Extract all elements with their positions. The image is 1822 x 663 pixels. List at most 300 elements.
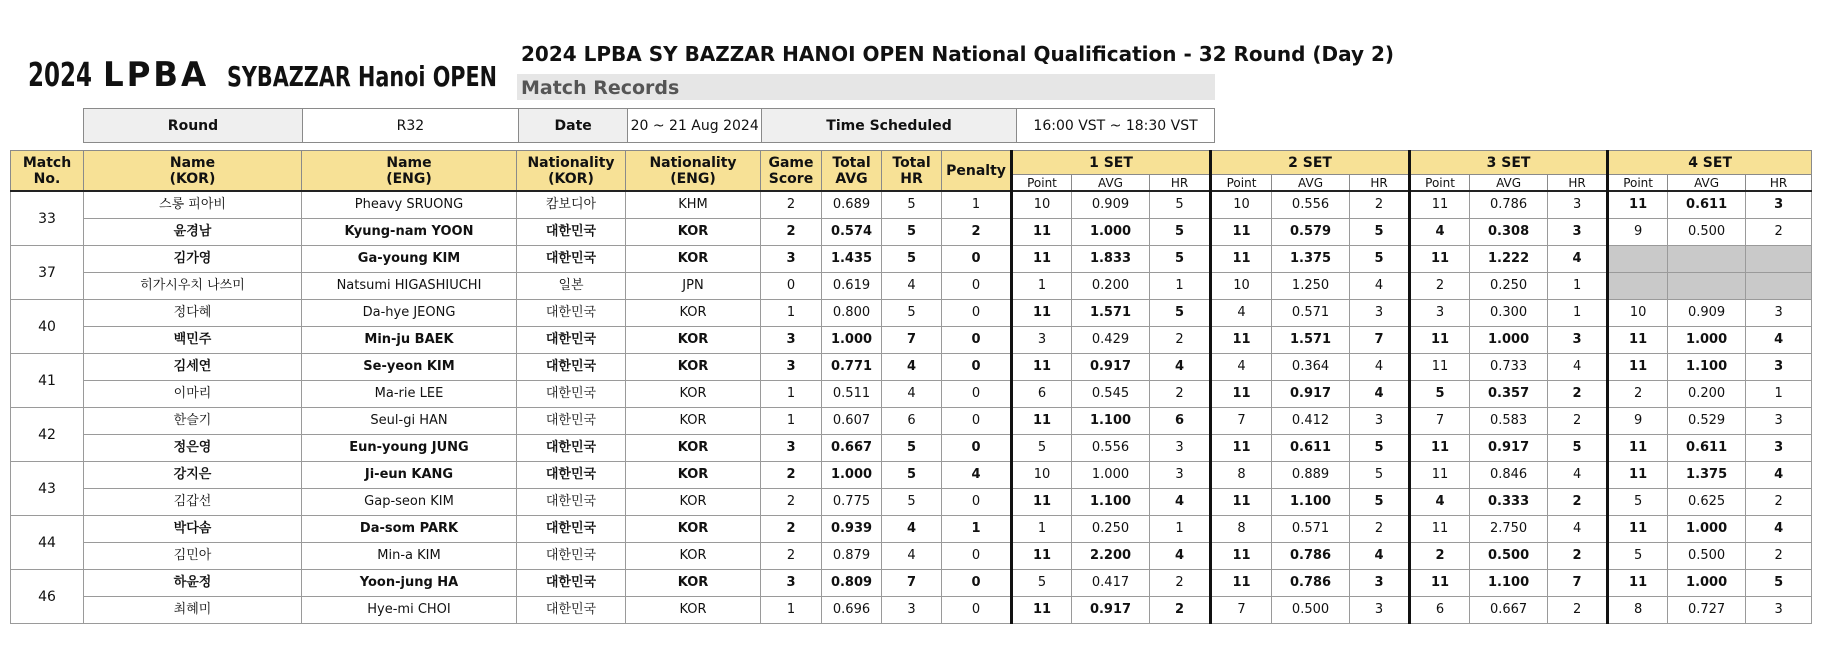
player-name-kor: 윤경남 bbox=[84, 219, 302, 246]
set-1-point: 11 bbox=[1012, 408, 1072, 435]
set-2-avg: 0.579 bbox=[1272, 219, 1350, 246]
set-3-point: 4 bbox=[1410, 219, 1470, 246]
set-2-avg: 1.375 bbox=[1272, 246, 1350, 273]
set-1-avg: 0.200 bbox=[1072, 273, 1150, 300]
header-set-4-point: Point bbox=[1608, 175, 1668, 192]
set-2-avg: 0.917 bbox=[1272, 381, 1350, 408]
set-4-hr: 2 bbox=[1746, 543, 1812, 570]
set-2-point: 7 bbox=[1211, 597, 1272, 624]
header-set-1: 1 SET bbox=[1012, 151, 1211, 175]
nationality-eng: KOR bbox=[626, 462, 761, 489]
total-hr: 5 bbox=[882, 435, 942, 462]
table-row bbox=[11, 219, 1812, 246]
player-name-eng: Seul-gi HAN bbox=[302, 408, 517, 435]
set-3-hr: 5 bbox=[1548, 435, 1608, 462]
set-4-hr: 2 bbox=[1746, 489, 1812, 516]
set-4-avg: 1.100 bbox=[1668, 354, 1746, 381]
set-4-hr bbox=[1746, 246, 1812, 273]
total-hr: 4 bbox=[882, 354, 942, 381]
nationality-kor: 대한민국 bbox=[517, 597, 626, 624]
nationality-kor: 대한민국 bbox=[517, 570, 626, 597]
set-2-hr: 7 bbox=[1350, 327, 1410, 354]
round-info-table bbox=[83, 108, 1215, 143]
total-hr: 5 bbox=[882, 300, 942, 327]
nationality-eng: KOR bbox=[626, 327, 761, 354]
table-row bbox=[11, 191, 1812, 219]
match-records-table bbox=[10, 150, 1812, 624]
table-row bbox=[11, 489, 1812, 516]
game-score: 2 bbox=[761, 462, 822, 489]
set-1-hr: 1 bbox=[1150, 516, 1211, 543]
set-2-hr: 2 bbox=[1350, 191, 1410, 219]
total-avg: 0.607 bbox=[822, 408, 882, 435]
penalty: 0 bbox=[942, 273, 1012, 300]
nationality-kor: 일본 bbox=[517, 273, 626, 300]
set-2-avg: 0.556 bbox=[1272, 191, 1350, 219]
set-3-avg: 0.250 bbox=[1470, 273, 1548, 300]
set-2-hr: 4 bbox=[1350, 543, 1410, 570]
set-3-point: 7 bbox=[1410, 408, 1470, 435]
set-3-avg: 2.750 bbox=[1470, 516, 1548, 543]
set-2-avg: 0.889 bbox=[1272, 462, 1350, 489]
set-2-point: 11 bbox=[1211, 570, 1272, 597]
nationality-kor: 대한민국 bbox=[517, 219, 626, 246]
set-3-hr: 3 bbox=[1548, 191, 1608, 219]
set-4-avg: 0.529 bbox=[1668, 408, 1746, 435]
header-nationality-kor: Nationality (KOR) bbox=[517, 151, 626, 192]
player-name-kor: 스롱 피아비 bbox=[84, 191, 302, 219]
set-2-hr: 4 bbox=[1350, 273, 1410, 300]
nationality-kor: 대한민국 bbox=[517, 246, 626, 273]
set-3-hr: 2 bbox=[1548, 543, 1608, 570]
total-hr: 5 bbox=[882, 219, 942, 246]
player-name-kor: 김갑선 bbox=[84, 489, 302, 516]
set-4-avg: 0.611 bbox=[1668, 191, 1746, 219]
player-name-eng: Yoon-jung HA bbox=[302, 570, 517, 597]
player-name-eng: Pheavy SRUONG bbox=[302, 191, 517, 219]
set-2-point: 4 bbox=[1211, 354, 1272, 381]
game-score: 2 bbox=[761, 191, 822, 219]
header-penalty: Penalty bbox=[942, 151, 1012, 192]
set-4-hr: 4 bbox=[1746, 327, 1812, 354]
set-3-point: 11 bbox=[1410, 435, 1470, 462]
table-row bbox=[11, 516, 1812, 543]
set-2-hr: 3 bbox=[1350, 300, 1410, 327]
set-3-hr: 1 bbox=[1548, 300, 1608, 327]
set-1-hr: 3 bbox=[1150, 462, 1211, 489]
set-1-avg: 1.100 bbox=[1072, 408, 1150, 435]
set-3-point: 11 bbox=[1410, 327, 1470, 354]
set-2-hr: 4 bbox=[1350, 381, 1410, 408]
set-3-avg: 0.786 bbox=[1470, 191, 1548, 219]
set-3-hr: 3 bbox=[1548, 219, 1608, 246]
set-3-point: 11 bbox=[1410, 354, 1470, 381]
header-set-2: 2 SET bbox=[1211, 151, 1410, 175]
set-4-point bbox=[1608, 273, 1668, 300]
set-4-point: 10 bbox=[1608, 300, 1668, 327]
set-1-hr: 5 bbox=[1150, 219, 1211, 246]
set-1-hr: 2 bbox=[1150, 570, 1211, 597]
player-name-kor: 이마리 bbox=[84, 381, 302, 408]
penalty: 0 bbox=[942, 381, 1012, 408]
total-hr: 3 bbox=[882, 597, 942, 624]
set-4-hr: 4 bbox=[1746, 516, 1812, 543]
nationality-kor: 대한민국 bbox=[517, 354, 626, 381]
set-2-hr: 4 bbox=[1350, 354, 1410, 381]
total-hr: 7 bbox=[882, 570, 942, 597]
nationality-eng: KOR bbox=[626, 300, 761, 327]
set-1-avg: 0.417 bbox=[1072, 570, 1150, 597]
set-4-point: 8 bbox=[1608, 597, 1668, 624]
header-set-1-avg: AVG bbox=[1072, 175, 1150, 192]
match-number: 33 bbox=[11, 191, 84, 246]
set-1-point: 1 bbox=[1012, 273, 1072, 300]
header-name-eng: Name (ENG) bbox=[302, 151, 517, 192]
set-4-avg: 0.625 bbox=[1668, 489, 1746, 516]
set-3-hr: 1 bbox=[1548, 273, 1608, 300]
nationality-eng: KHM bbox=[626, 191, 761, 219]
page-title: 2024 LPBA SY BAZZAR HANOI OPEN National Qualification - 32 Round (Day 2) bbox=[521, 42, 1395, 66]
set-3-avg: 0.333 bbox=[1470, 489, 1548, 516]
penalty: 1 bbox=[942, 516, 1012, 543]
header-total-hr: Total HR bbox=[882, 151, 942, 192]
set-4-hr: 3 bbox=[1746, 354, 1812, 381]
set-4-avg bbox=[1668, 246, 1746, 273]
match-number: 40 bbox=[11, 300, 84, 354]
set-2-hr: 5 bbox=[1350, 435, 1410, 462]
set-1-hr: 5 bbox=[1150, 300, 1211, 327]
total-avg: 0.775 bbox=[822, 489, 882, 516]
set-3-avg: 0.357 bbox=[1470, 381, 1548, 408]
header-set-2-point: Point bbox=[1211, 175, 1272, 192]
set-1-point: 11 bbox=[1012, 219, 1072, 246]
nationality-eng: KOR bbox=[626, 354, 761, 381]
game-score: 2 bbox=[761, 489, 822, 516]
player-name-kor: 김가영 bbox=[84, 246, 302, 273]
player-name-eng: Se-yeon KIM bbox=[302, 354, 517, 381]
total-hr: 5 bbox=[882, 462, 942, 489]
penalty: 0 bbox=[942, 300, 1012, 327]
nationality-kor: 대한민국 bbox=[517, 489, 626, 516]
total-hr: 7 bbox=[882, 327, 942, 354]
total-avg: 0.939 bbox=[822, 516, 882, 543]
nationality-eng: KOR bbox=[626, 408, 761, 435]
set-4-hr: 3 bbox=[1746, 435, 1812, 462]
set-2-point: 11 bbox=[1211, 489, 1272, 516]
set-1-point: 3 bbox=[1012, 327, 1072, 354]
header-set-3-point: Point bbox=[1410, 175, 1470, 192]
set-1-point: 11 bbox=[1012, 246, 1072, 273]
player-name-eng: Ma-rie LEE bbox=[302, 381, 517, 408]
set-2-point: 11 bbox=[1211, 327, 1272, 354]
header-nationality-eng: Nationality (ENG) bbox=[626, 151, 761, 192]
header-set-3: 3 SET bbox=[1410, 151, 1608, 175]
penalty: 0 bbox=[942, 435, 1012, 462]
set-3-avg: 0.583 bbox=[1470, 408, 1548, 435]
set-3-hr: 4 bbox=[1548, 246, 1608, 273]
set-2-hr: 5 bbox=[1350, 462, 1410, 489]
nationality-kor: 대한민국 bbox=[517, 516, 626, 543]
total-avg: 0.771 bbox=[822, 354, 882, 381]
time-label: Time Scheduled bbox=[761, 109, 1016, 143]
penalty: 0 bbox=[942, 489, 1012, 516]
time-value: 16:00 VST ~ 18:30 VST bbox=[1017, 109, 1215, 143]
player-name-kor: 한슬기 bbox=[84, 408, 302, 435]
total-avg: 0.667 bbox=[822, 435, 882, 462]
player-name-eng: Eun-young JUNG bbox=[302, 435, 517, 462]
penalty: 2 bbox=[942, 219, 1012, 246]
set-2-avg: 0.786 bbox=[1272, 543, 1350, 570]
set-2-avg: 0.571 bbox=[1272, 516, 1350, 543]
player-name-eng: Natsumi HIGASHIUCHI bbox=[302, 273, 517, 300]
game-score: 3 bbox=[761, 570, 822, 597]
logo-event-name: SYBAZZAR Hanoi OPEN bbox=[227, 60, 497, 93]
set-4-hr bbox=[1746, 273, 1812, 300]
set-3-point: 11 bbox=[1410, 516, 1470, 543]
nationality-eng: KOR bbox=[626, 435, 761, 462]
nationality-eng: KOR bbox=[626, 597, 761, 624]
set-2-hr: 5 bbox=[1350, 246, 1410, 273]
set-4-point: 5 bbox=[1608, 489, 1668, 516]
set-3-hr: 2 bbox=[1548, 408, 1608, 435]
header-game-score: Game Score bbox=[761, 151, 822, 192]
game-score: 2 bbox=[761, 219, 822, 246]
set-1-avg: 0.250 bbox=[1072, 516, 1150, 543]
game-score: 3 bbox=[761, 246, 822, 273]
nationality-kor: 대한민국 bbox=[517, 300, 626, 327]
set-4-avg: 0.500 bbox=[1668, 543, 1746, 570]
set-3-hr: 4 bbox=[1548, 462, 1608, 489]
set-4-point: 9 bbox=[1608, 219, 1668, 246]
total-hr: 5 bbox=[882, 191, 942, 219]
set-3-avg: 0.733 bbox=[1470, 354, 1548, 381]
set-2-point: 8 bbox=[1211, 462, 1272, 489]
set-1-avg: 1.000 bbox=[1072, 462, 1150, 489]
total-avg: 0.800 bbox=[822, 300, 882, 327]
nationality-eng: KOR bbox=[626, 246, 761, 273]
total-hr: 4 bbox=[882, 516, 942, 543]
set-1-hr: 1 bbox=[1150, 273, 1211, 300]
set-4-avg: 0.500 bbox=[1668, 219, 1746, 246]
player-name-eng: Min-ju BAEK bbox=[302, 327, 517, 354]
total-hr: 5 bbox=[882, 246, 942, 273]
set-4-point: 9 bbox=[1608, 408, 1668, 435]
header-name-kor: Name (KOR) bbox=[84, 151, 302, 192]
set-2-point: 11 bbox=[1211, 435, 1272, 462]
set-1-hr: 2 bbox=[1150, 381, 1211, 408]
set-1-hr: 5 bbox=[1150, 246, 1211, 273]
set-1-point: 6 bbox=[1012, 381, 1072, 408]
set-1-point: 11 bbox=[1012, 543, 1072, 570]
set-2-point: 11 bbox=[1211, 381, 1272, 408]
nationality-eng: JPN bbox=[626, 273, 761, 300]
set-3-point: 11 bbox=[1410, 191, 1470, 219]
set-4-avg: 1.375 bbox=[1668, 462, 1746, 489]
total-avg: 0.511 bbox=[822, 381, 882, 408]
set-2-avg: 1.571 bbox=[1272, 327, 1350, 354]
header-set-1-point: Point bbox=[1012, 175, 1072, 192]
game-score: 3 bbox=[761, 354, 822, 381]
set-3-point: 4 bbox=[1410, 489, 1470, 516]
set-3-avg: 0.500 bbox=[1470, 543, 1548, 570]
total-avg: 0.696 bbox=[822, 597, 882, 624]
player-name-eng: Hye-mi CHOI bbox=[302, 597, 517, 624]
set-2-point: 7 bbox=[1211, 408, 1272, 435]
table-row bbox=[11, 435, 1812, 462]
header-match-no: Match No. bbox=[11, 151, 84, 192]
event-logo bbox=[28, 52, 502, 100]
logo-year: 2024 bbox=[28, 55, 92, 94]
round-value: R32 bbox=[302, 109, 518, 143]
total-hr: 6 bbox=[882, 408, 942, 435]
game-score: 0 bbox=[761, 273, 822, 300]
header-set-1-hr: HR bbox=[1150, 175, 1211, 192]
set-4-point: 11 bbox=[1608, 191, 1668, 219]
penalty: 0 bbox=[942, 354, 1012, 381]
header-set-4-avg: AVG bbox=[1668, 175, 1746, 192]
player-name-eng: Kyung-nam YOON bbox=[302, 219, 517, 246]
total-hr: 4 bbox=[882, 273, 942, 300]
match-number: 43 bbox=[11, 462, 84, 516]
nationality-kor: 대한민국 bbox=[517, 543, 626, 570]
nationality-kor: 대한민국 bbox=[517, 408, 626, 435]
player-name-eng: Ji-eun KANG bbox=[302, 462, 517, 489]
set-3-point: 11 bbox=[1410, 246, 1470, 273]
total-avg: 1.435 bbox=[822, 246, 882, 273]
set-3-point: 2 bbox=[1410, 543, 1470, 570]
nationality-kor: 대한민국 bbox=[517, 381, 626, 408]
header-total-avg: Total AVG bbox=[822, 151, 882, 192]
total-avg: 0.879 bbox=[822, 543, 882, 570]
header-set-3-avg: AVG bbox=[1470, 175, 1548, 192]
total-avg: 0.619 bbox=[822, 273, 882, 300]
set-1-hr: 4 bbox=[1150, 543, 1211, 570]
set-2-point: 10 bbox=[1211, 191, 1272, 219]
player-name-eng: Gap-seon KIM bbox=[302, 489, 517, 516]
game-score: 2 bbox=[761, 543, 822, 570]
game-score: 2 bbox=[761, 516, 822, 543]
set-3-hr: 4 bbox=[1548, 354, 1608, 381]
player-name-kor: 강지은 bbox=[84, 462, 302, 489]
set-4-point: 11 bbox=[1608, 462, 1668, 489]
set-3-avg: 1.100 bbox=[1470, 570, 1548, 597]
set-4-hr: 3 bbox=[1746, 408, 1812, 435]
penalty: 0 bbox=[942, 597, 1012, 624]
set-3-point: 3 bbox=[1410, 300, 1470, 327]
set-3-avg: 0.300 bbox=[1470, 300, 1548, 327]
penalty: 0 bbox=[942, 246, 1012, 273]
header-set-2-hr: HR bbox=[1350, 175, 1410, 192]
set-2-avg: 0.500 bbox=[1272, 597, 1350, 624]
game-score: 1 bbox=[761, 381, 822, 408]
nationality-kor: 대한민국 bbox=[517, 327, 626, 354]
total-hr: 4 bbox=[882, 381, 942, 408]
table-row bbox=[11, 408, 1812, 435]
set-4-hr: 3 bbox=[1746, 191, 1812, 219]
table-row bbox=[11, 273, 1812, 300]
player-name-eng: Da-hye JEONG bbox=[302, 300, 517, 327]
set-3-point: 2 bbox=[1410, 273, 1470, 300]
table-row bbox=[11, 597, 1812, 624]
set-1-hr: 2 bbox=[1150, 597, 1211, 624]
set-1-point: 11 bbox=[1012, 300, 1072, 327]
game-score: 3 bbox=[761, 435, 822, 462]
set-1-point: 10 bbox=[1012, 191, 1072, 219]
penalty: 4 bbox=[942, 462, 1012, 489]
set-4-point: 11 bbox=[1608, 435, 1668, 462]
total-hr: 4 bbox=[882, 543, 942, 570]
section-subtitle bbox=[517, 74, 1215, 100]
set-4-avg: 1.000 bbox=[1668, 516, 1746, 543]
game-score: 1 bbox=[761, 408, 822, 435]
nationality-eng: KOR bbox=[626, 570, 761, 597]
set-1-avg: 0.429 bbox=[1072, 327, 1150, 354]
set-4-hr: 1 bbox=[1746, 381, 1812, 408]
set-1-hr: 2 bbox=[1150, 327, 1211, 354]
set-4-point: 11 bbox=[1608, 570, 1668, 597]
set-2-hr: 5 bbox=[1350, 489, 1410, 516]
table-row bbox=[11, 462, 1812, 489]
set-1-avg: 0.917 bbox=[1072, 597, 1150, 624]
set-1-avg: 2.200 bbox=[1072, 543, 1150, 570]
player-name-eng: Ga-young KIM bbox=[302, 246, 517, 273]
penalty: 0 bbox=[942, 408, 1012, 435]
set-1-hr: 4 bbox=[1150, 489, 1211, 516]
set-3-point: 5 bbox=[1410, 381, 1470, 408]
table-row bbox=[11, 246, 1812, 273]
set-1-point: 5 bbox=[1012, 570, 1072, 597]
table-row bbox=[11, 381, 1812, 408]
nationality-eng: KOR bbox=[626, 516, 761, 543]
set-4-hr: 4 bbox=[1746, 462, 1812, 489]
header-set-2-avg: AVG bbox=[1272, 175, 1350, 192]
player-name-eng: Min-a KIM bbox=[302, 543, 517, 570]
set-2-point: 10 bbox=[1211, 273, 1272, 300]
set-2-hr: 3 bbox=[1350, 408, 1410, 435]
set-4-point: 11 bbox=[1608, 354, 1668, 381]
set-1-point: 10 bbox=[1012, 462, 1072, 489]
player-name-kor: 최혜미 bbox=[84, 597, 302, 624]
set-3-point: 11 bbox=[1410, 570, 1470, 597]
table-row bbox=[11, 300, 1812, 327]
set-2-avg: 0.786 bbox=[1272, 570, 1350, 597]
game-score: 3 bbox=[761, 327, 822, 354]
table-row bbox=[11, 543, 1812, 570]
set-2-point: 11 bbox=[1211, 543, 1272, 570]
game-score: 1 bbox=[761, 300, 822, 327]
set-3-hr: 2 bbox=[1548, 597, 1608, 624]
set-3-avg: 0.917 bbox=[1470, 435, 1548, 462]
date-label: Date bbox=[518, 109, 627, 143]
set-1-point: 11 bbox=[1012, 354, 1072, 381]
set-1-avg: 0.556 bbox=[1072, 435, 1150, 462]
set-1-hr: 3 bbox=[1150, 435, 1211, 462]
nationality-eng: KOR bbox=[626, 219, 761, 246]
nationality-eng: KOR bbox=[626, 381, 761, 408]
total-avg: 0.574 bbox=[822, 219, 882, 246]
penalty: 0 bbox=[942, 327, 1012, 354]
set-3-hr: 2 bbox=[1548, 381, 1608, 408]
player-name-kor: 정다혜 bbox=[84, 300, 302, 327]
set-4-hr: 5 bbox=[1746, 570, 1812, 597]
set-3-hr: 7 bbox=[1548, 570, 1608, 597]
subtitle-text: Match Records bbox=[521, 77, 680, 99]
player-name-eng: Da-som PARK bbox=[302, 516, 517, 543]
set-1-hr: 5 bbox=[1150, 191, 1211, 219]
nationality-kor: 대한민국 bbox=[517, 462, 626, 489]
player-name-kor: 김세연 bbox=[84, 354, 302, 381]
table-row bbox=[11, 570, 1812, 597]
